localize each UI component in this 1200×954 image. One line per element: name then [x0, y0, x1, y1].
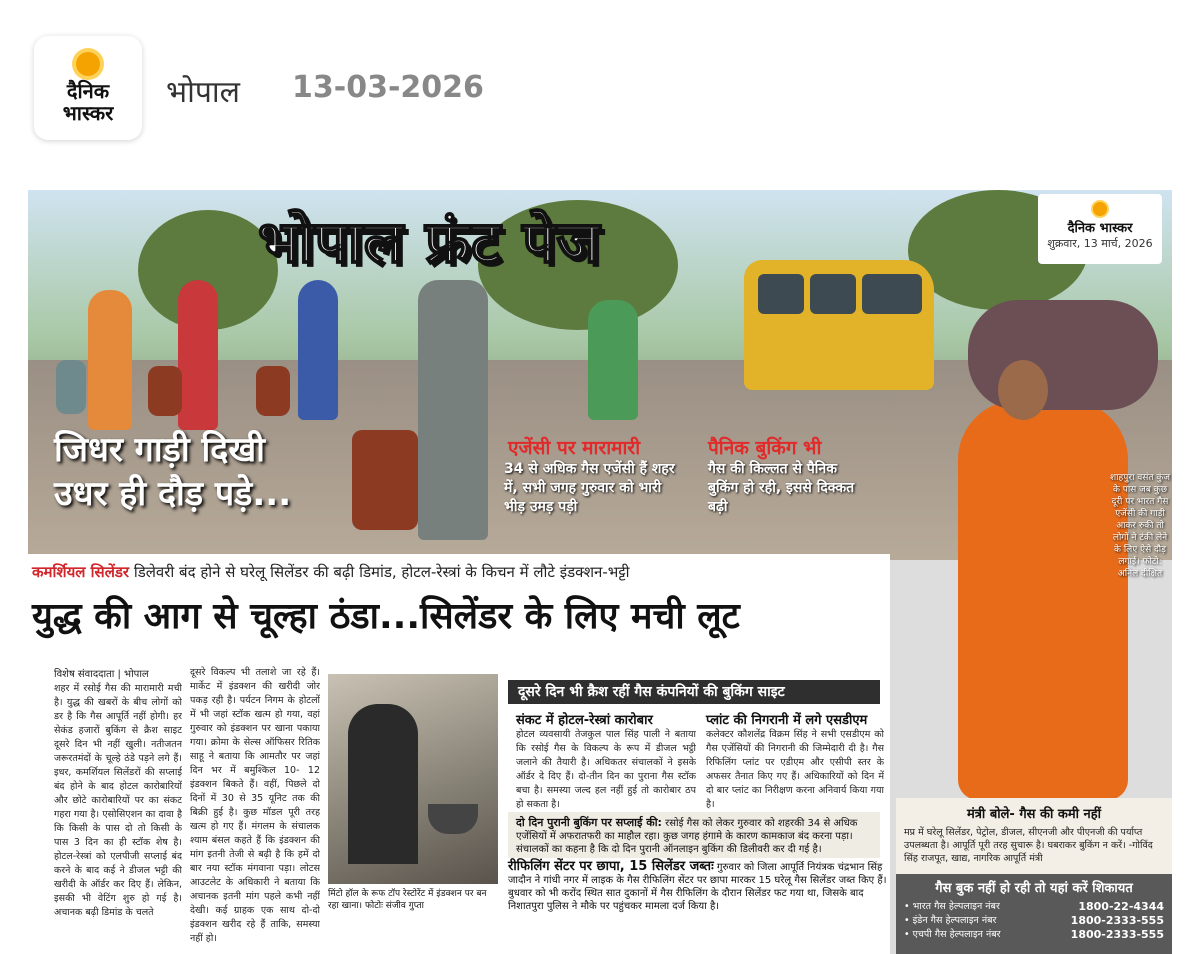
- hotel-subhead: संकट में होटल-रेस्त्रां कारोबार: [516, 713, 653, 728]
- helpline-number: 1800-2333-555: [1070, 914, 1164, 927]
- panic-box-text: गैस की किल्लत से पैनिक बुकिंग हो रही, इससे दिक्कत बढ़ी: [708, 461, 855, 515]
- photo-caption: शाहपुरा वसंत कुंज के पास जब कुछ दूरी पर भारत गैस एजेंसी की गाड़ी आकर रुकी तो लोगों ने टंकी लेने के लिए ऐसे दौड़ लगाई। फोटो: अनिल दीक्षित: [1110, 473, 1170, 579]
- edition-date[interactable]: 13-03-2026: [292, 70, 484, 105]
- article-column-2: दूसरे विकल्प भी तलाशे जा रहे हैं। मार्केट में इंडक्शन की खरीदी जोर पकड़ रही है। पर्यटन निगम के होटलों में भी जहां स्टॉक खत्म हो गया, वहां गुरुवार को इंडक्शन पर खाना पकाया गया। क्रोमा के सेल्स ऑफिसर रितिक साहू ने बताया कि आमतौर पर जहां दिन भर में बमुश्किल 10- 12 इंडक्शन बिकते हैं। वहीं, पिछले दो दिनों में 30 से 35 यूनिट तक की बिक्री हुई है। कुछ मॉडल पूरी तरह खत्म हो गए हैं। मंगलम के संचालक श्याम बंसल कहते हैं कि इंडक्शन की मांग इतनी तेजी से बढ़ी है कि हमें दो बार नया स्टॉक मंगवाना पड़ा। लोटस आउटलेट के अधिकारी ने बताया कि अचानक इतनी मांग पहले कभी नहीं देखी। कई ग्राहक एक साथ दो-दो इंडक्शन खरीद रहे हैं ताकि, समस्या नहीं हो।: [190, 667, 320, 944]
- hotel-subtext: होटल व्यवसायी तेजकुल पाल सिंह पाली ने बताया कि रसोई गैस के विकल्प के रूप में डीजल भट्ठी जलाने की तैयारी है। अधिकतर संचालकों ने इसके ऑर्डर दे दिए हैं। दो-तीन दिन का पुराना गैस स्टॉक बचा है। समस्या जल्द हल नहीं हुई तो कारोबार ठप हो सकता है।: [516, 729, 696, 810]
- overlay-headline: [54, 428, 291, 516]
- cylinder-shape: [352, 430, 418, 530]
- strip-label: दो दिन पुरानी बुकिंग पर सप्लाई की:: [516, 816, 662, 829]
- page-headline: भोपाल फ्रंट पेज: [258, 208, 601, 276]
- sack-shape: [968, 300, 1158, 410]
- minister-text: मप्र में घरेलू सिलेंडर, पेट्रोल, डीजल, सीएनजी और पीएनजी की पर्याप्त उपलब्धता है। आपूर्ति पूरी तरह सुचारू है। घबराकर बुकिंग न करें। -गोविंद सिंह राजपूत, खाद्य, नागरिक आपूर्ति मंत्री: [904, 827, 1153, 864]
- helpline-title: गैस बुक नहीं हो रही तो यहां करें शिकायत: [935, 881, 1133, 896]
- van-shape: [744, 260, 934, 390]
- kitchen-photo: [328, 674, 498, 884]
- kicker-label: कमर्शियल सिलेंडर: [32, 563, 130, 581]
- chef-shape: [348, 704, 418, 864]
- overlay-line-2: उधर ही दौड़ पड़े...: [54, 474, 292, 514]
- agency-box-title: एजेंसी पर मारामारी: [508, 437, 641, 459]
- van-window: [758, 274, 804, 314]
- cylinder-shape: [56, 360, 86, 414]
- raid-text: गुरुवार को जिला आपूर्ति नियंत्रक चंद्रभान सिंह जादौन ने गांधी नगर में लाइक के गैस रीफिलिंग सेंटर पर छापा मारकर 15 घरेलू गैस सिलेंडर जब्त किए हैं। बुधवार को भी करोंद स्थित सात दुकानों में गैस रीफिलिंग के दौरान सिलेंडर फट गया था, जिसके बाद निशातपुरा पुलिस ने मौके पर पहुंचकर मामला दर्ज किया है।: [508, 862, 887, 912]
- article-column-1: शहर में रसोई गैस की मारामारी मची है। युद्ध की खबरों के बीच लोगों को डर है कि गैस आपूर्ति नहीं होगी। हर सेकंड हजारों बुकिंग से क्रैश साइट दूसरे दिन भी नहीं खुली। नतीजतन जरूरतमंदों के चूल्हे ठंडे पड़ने लगे हैं। इधर, कमर्शियल सिलेंडरों की सप्लाई बंद होने के बाद होटल कारोबारियों और छोटे कारोबारियों पर का संकट गहरा गया है। एसोसिएशन का दावा है कि किसी के पास दो तो किसी के पास 3 दिन का ही स्टॉक शेष है। होटल-रेस्त्रां को एलपीजी सप्लाई बंद करने के बाद कई ने डीजल भट्टी की खरीदी के ऑर्डर कर दिए हैं। लेकिन, इसकी भी वेटिंग शुरु हो गई है। अचानक बढ़ी डिमांड के चलते: [54, 683, 182, 918]
- person-figure: [88, 290, 132, 430]
- sun-icon: [1093, 202, 1107, 216]
- pan-shape: [428, 804, 478, 834]
- dainik-bhaskar-logo[interactable]: [34, 36, 142, 140]
- van-window: [810, 274, 856, 314]
- stamp-date: शुक्रवार, 13 मार्च, 2026: [1047, 237, 1153, 250]
- main-headline: युद्ध की आग से चूल्हा ठंडा...सिलेंडर के लिए मची लूट: [32, 596, 740, 637]
- kitchen-photo-caption: मिंटो हॉल के रूफ टॉप रेस्टोरेंट में इंडक्शन पर बन रहा खाना। फोटोः संजीव गुप्ता: [328, 889, 487, 911]
- helpline-label: • भारत गैस हेल्पलाइन नंबर: [904, 901, 1000, 912]
- van-window: [862, 274, 922, 314]
- agency-box-text: 34 से अधिक गैस एजेंसी हैं शहर में, सभी जगह गुरुवार को भारी भीड़ उमड़ पड़ी: [504, 461, 675, 515]
- person-figure: [298, 280, 338, 420]
- helpline-row: [904, 928, 1164, 942]
- overlay-line-1: जिधर गाड़ी दिखी: [54, 430, 265, 470]
- edition-city[interactable]: भोपाल: [166, 75, 241, 110]
- stamp-name: दैनिक भास्कर: [1067, 221, 1133, 236]
- sari-shape: [958, 400, 1128, 800]
- raid-label: रीफिलिंग सेंटर पर छापा, 15 सिलेंडर जब्तः: [508, 859, 714, 874]
- byline: विशेष संवाददाता | भोपाल: [54, 669, 149, 680]
- epaper-page[interactable]: [28, 190, 1172, 954]
- panic-box-title: पैनिक बुकिंग भी: [708, 437, 822, 459]
- person-figure: [418, 280, 488, 540]
- helpline-label: • इंडेन गैस हेल्पलाइन नंबर: [904, 915, 997, 926]
- kicker: [32, 562, 630, 582]
- head-shape: [998, 360, 1048, 420]
- person-figure: [588, 300, 638, 420]
- cylinder-shape: [256, 366, 290, 416]
- booking-site-band: दूसरे दिन भी क्रैश रहीं गैस कंपनियों की बुकिंग साइट: [508, 680, 880, 704]
- helpline-label: • एचपी गैस हेल्पलाइन नंबर: [904, 929, 1001, 940]
- helpline-box: [896, 874, 1172, 954]
- sun-icon: [76, 52, 100, 76]
- helpline-row: [904, 900, 1164, 914]
- cylinder-shape: [148, 366, 182, 416]
- helpline-number: 1800-22-4344: [1078, 900, 1164, 913]
- masthead-stamp: [1038, 194, 1162, 264]
- helpline-row: [904, 914, 1164, 928]
- person-figure: [178, 280, 218, 430]
- strip-text: रसोई गैस को लेकर गुरुवार को शहरकी 34 से अधिक एजेंसियों में अफरातफरी का माहौल रहा। कुछ जगह हंगामे के कारण कामकाज बंद करना पड़ा। संचालकों का कहना है कि दो दिन पुरानी ऑनलाइन बुकिंग की डिलीवरी कर दी गई है।: [516, 818, 858, 855]
- main-article: [28, 554, 890, 954]
- kicker-text: डिलेवरी बंद होने से घरेलू सिलेंडर की बढ़ी डिमांड, होटल-रेस्त्रां के किचन में लौटे इंडक्शन-भट्टी: [133, 563, 630, 581]
- sdm-subtext: कलेक्टर कौशलेंद्र विक्रम सिंह ने सभी एसडीएम को गैस एजेंसियों की निगरानी की जिम्मेदारी दी है। गैस रिफिलिंग प्लांट पर एडीएम और एसीपी स्तर के अफसर तैनात किए गए हैं। अधिकारियों को दिन में दो बार प्लांट का निरीक्षण करना अनिवार्य किया गया है।: [706, 729, 884, 810]
- raid-box: [508, 860, 888, 913]
- logo-line-1: दैनिक: [66, 79, 110, 103]
- minister-title: मंत्री बोले- गैस की कमी नहीं: [966, 807, 1101, 822]
- logo-line-2: भास्कर: [62, 101, 114, 125]
- sdm-subhead: प्लांट की निगरानी में लगे एसडीएम: [706, 713, 868, 728]
- helpline-number: 1800-2333-555: [1070, 928, 1164, 941]
- supply-strip: [508, 812, 880, 858]
